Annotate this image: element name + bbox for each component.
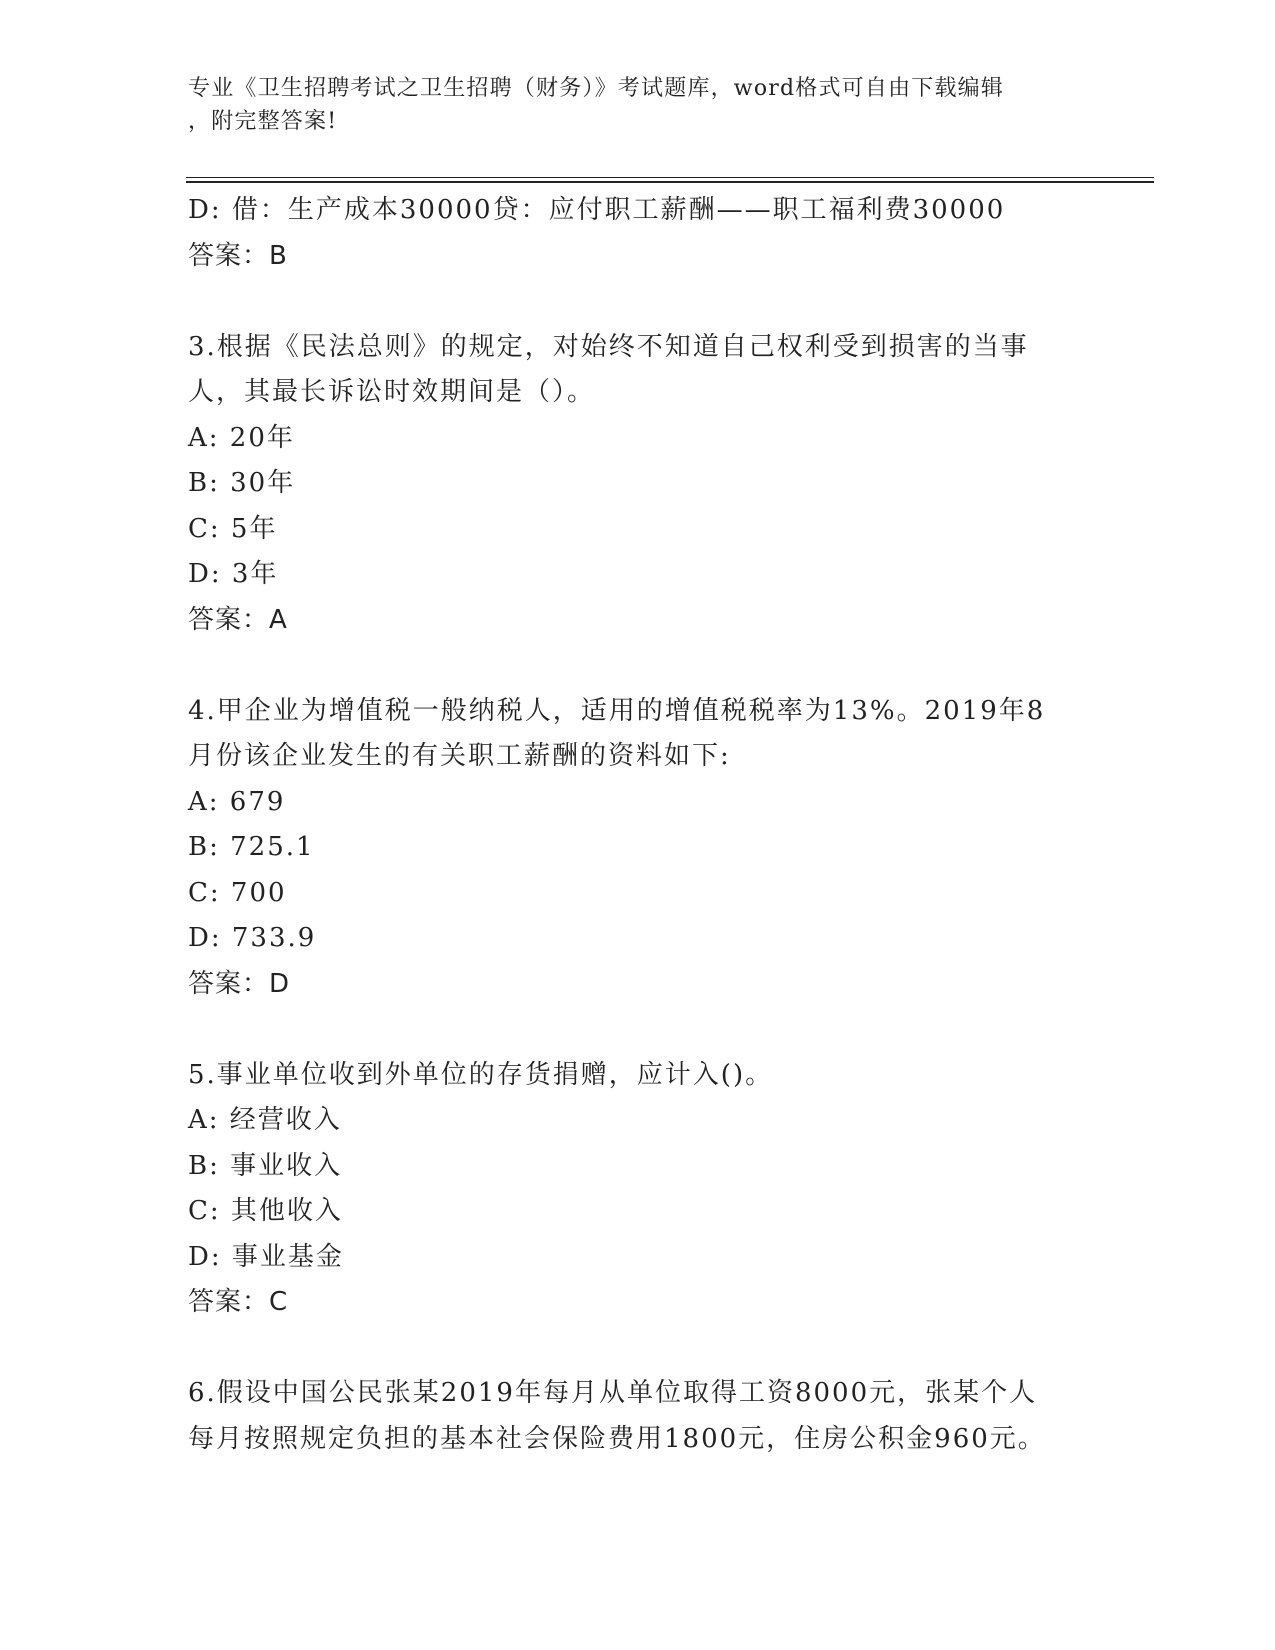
answer: 答案：A [188, 604, 288, 635]
spacer [188, 279, 1088, 325]
question-5 [188, 1053, 1088, 1326]
question-stem-line: 5.事业单位收到外单位的存货捐赠，应计入()。 [188, 1059, 774, 1090]
header-line-2: ，附完整答案! [188, 109, 338, 134]
header-divider-thick [186, 181, 1154, 183]
answer: 答案：C [188, 1287, 289, 1317]
question-stem-line: 6.假设中国公民张某2019年每月从单位取得工资8000元，张某个人 [188, 1378, 1038, 1408]
question-stem-line: 月份该企业发生的有关职工薪酬的资料如下: [188, 741, 731, 771]
option-d: D: 事业基金 [188, 1241, 344, 1272]
header-divider-thin [186, 177, 1154, 178]
answer: 答案：D [188, 968, 291, 999]
spacer [188, 643, 1088, 689]
option-b: B: 事业收入 [188, 1150, 343, 1181]
page-header [188, 72, 1068, 138]
question-4 [188, 689, 1088, 1008]
option-c: C: 其他收入 [188, 1196, 343, 1226]
option-c: C: 700 [188, 877, 287, 908]
answer: 答案：B [188, 240, 288, 271]
question-6 [188, 1371, 1088, 1462]
option-d: D: 733.9 [188, 923, 317, 953]
option-a: A: 经营收入 [188, 1105, 342, 1135]
question-list [188, 188, 1088, 1462]
spacer [188, 1326, 1088, 1372]
question-stem-line: 每月按照规定负担的基本社会保险费用1800元，住房公积金960元。 [188, 1423, 1046, 1454]
option-c: C: 5年 [188, 513, 278, 544]
option-b: B: 725.1 [188, 832, 315, 862]
option-a: A: 20年 [188, 422, 295, 453]
question-stem-line: 人，其最长诉讼时效期间是（）。 [188, 377, 596, 407]
question-stem-line: 4.甲企业为增值税一般纳税人，适用的增值税税率为13%。2019年8 [188, 695, 1046, 726]
spacer [188, 1007, 1088, 1053]
question-stem-line: 3.根据《民法总则》的规定，对始终不知道自己权利受到损害的当事 [188, 331, 1029, 362]
question-2 [188, 188, 1088, 279]
option-b: B: 30年 [188, 468, 296, 498]
option-a: A: 679 [188, 786, 286, 817]
question-3 [188, 325, 1088, 644]
option-d: D: 3年 [188, 559, 279, 589]
option-d: D: 借：生产成本30000贷：应付职工薪酬——职工福利费30000 [188, 195, 1006, 225]
header-line-1: 专业《卫生招聘考试之卫生招聘（财务）》考试题库，word格式可自由下载编辑 [188, 76, 1005, 101]
